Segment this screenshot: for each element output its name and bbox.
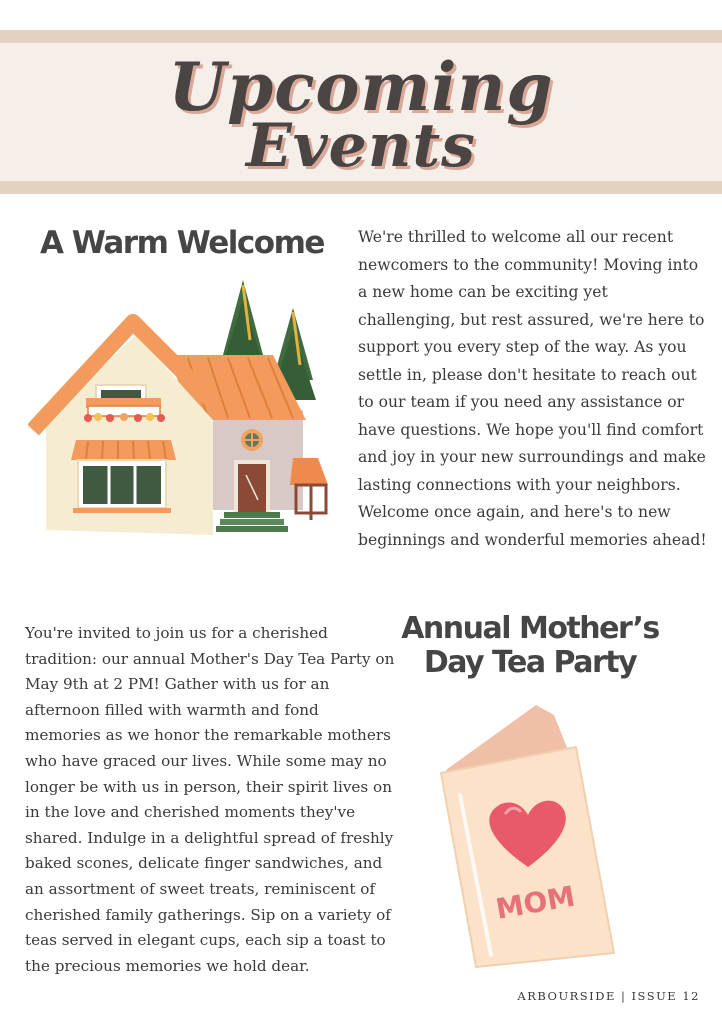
welcome-paragraph-1: We're thrilled to welcome all our recent newcomers to the community! Moving into a new home can be exciting yet challenging, but rest assured, we're here to support you every step of the way. As you settle in, please don't hesitate to reach out to our team if you need any assistance or have questions. We hope you'll find comfort and joy in your new surroundings and make lasting connections with your neighbors. — [358, 228, 706, 494]
header-band-top — [0, 30, 722, 43]
header-band-bottom — [0, 181, 722, 194]
house-illustration — [28, 280, 338, 540]
mothers-day-card-illustration — [436, 705, 636, 975]
welcome-heading: A Warm Welcome — [40, 225, 324, 261]
page-title-line2: Events — [246, 111, 476, 181]
page-title-line1: Upcoming — [168, 48, 554, 126]
tea-party-heading-line2: Day Tea Party — [423, 645, 637, 680]
welcome-paragraph-2: Welcome once again, and here's to new beginnings and wonderful memories ahead! — [358, 503, 707, 549]
tea-party-text: You're invited to join us for a cherished tradition: our annual Mother's Day Tea Party on May 9th at 2 PM! Gather with us for an afternoon filled with warmth and fond memories as we honor the remarkable mothers who have graced our lives. While some may no longer be with us in person, their spirit lives on in the love and cherished moments they've shared. Indulge in a delightful spread of freshly baked scones, delicate finger sandwiches, and an assortment of sweet treats, reminiscent of cherished family gatherings. Sip on a variety of teas served in elegant cups, each sip a toast to the precious memories we hold dear. — [25, 624, 395, 975]
card-text: MOM — [493, 879, 578, 926]
tea-party-heading — [385, 612, 675, 680]
welcome-text — [358, 224, 708, 554]
tea-party-heading-line1: Annual Mother’s — [401, 611, 659, 646]
footer: ARBOURSIDE | ISSUE 12 — [517, 989, 700, 1003]
